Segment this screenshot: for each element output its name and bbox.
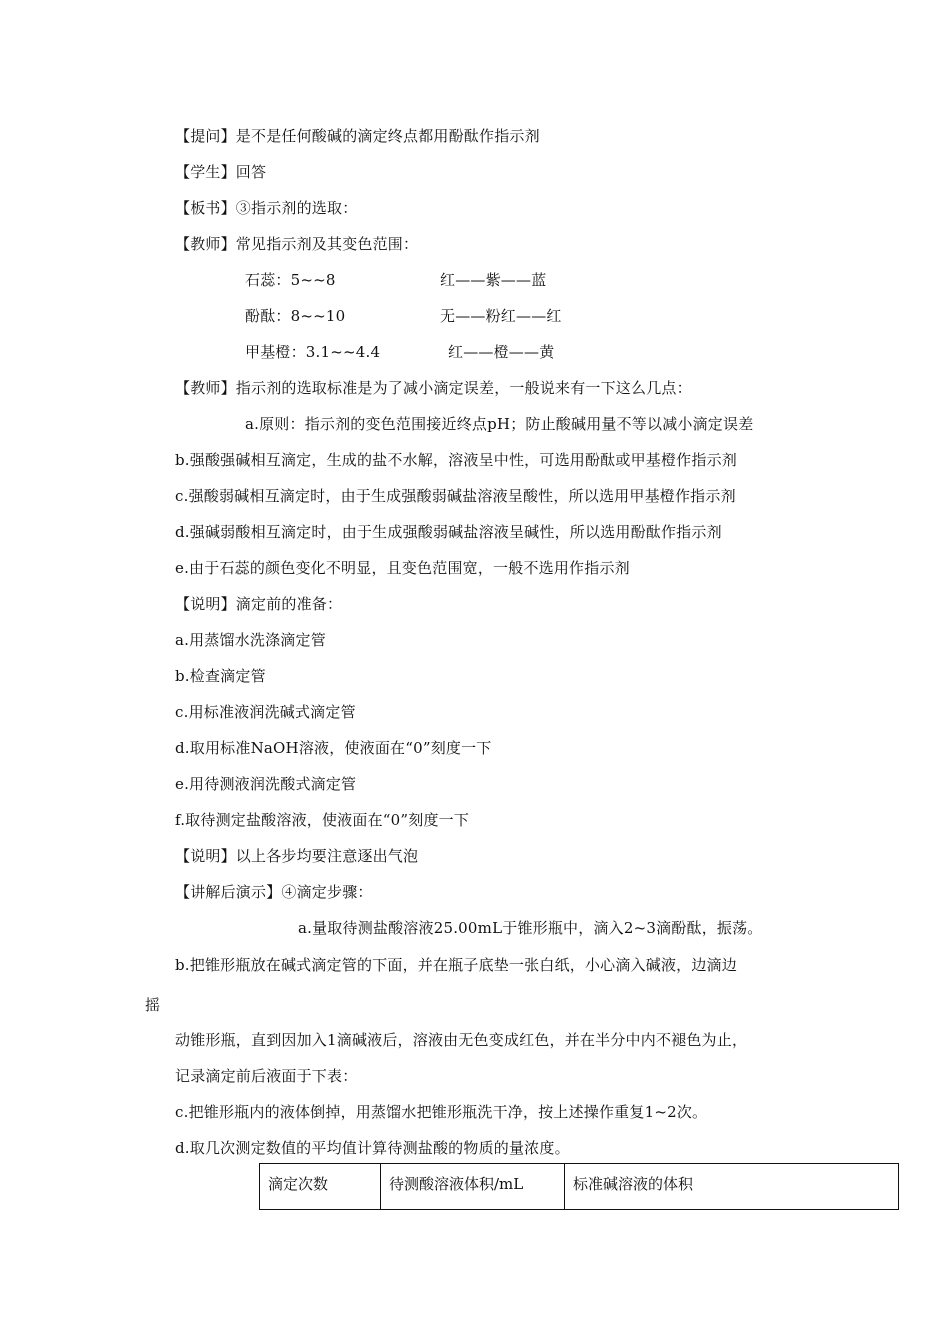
step-b-cont: 动锥形瓶，直到因加入1滴碱液后，溶液由无色变成红色，并在半分中内不褪色为止， — [175, 1031, 748, 1049]
line-question: 【提问】是不是任何酸碱的滴定终点都用酚酞作指示剂 — [175, 127, 540, 145]
rule-e: e.由于石蕊的颜色变化不明显，且变色范围宽，一般不选用作指示剂 — [175, 559, 630, 577]
step-b-wrap: 摇 — [145, 996, 161, 1014]
table-header-cell: 待测酸溶液体积/mL — [381, 1164, 565, 1210]
rule-c: c.强酸弱碱相互滴定时，由于生成强酸弱碱盐溶液呈酸性，所以选用甲基橙作指示剂 — [175, 487, 736, 505]
rule-b: b.强酸强碱相互滴定，生成的盐不水解，溶液呈中性，可选用酚酞或甲基橙作指示剂 — [175, 451, 737, 469]
step-b: b.把锥形瓶放在碱式滴定管的下面，并在瓶子底垫一张白纸，小心滴入碱液，边滴边 — [175, 956, 737, 974]
line-note-prep: 【说明】滴定前的准备： — [175, 595, 343, 613]
step-d: d.取几次测定数值的平均值计算待测盐酸的物质的量浓度。 — [175, 1139, 570, 1157]
prep-d: d.取用标准NaOH溶液，使液面在“0”刻度一下 — [175, 739, 492, 757]
step-b-cont-2: 记录滴定前后液面于下表： — [175, 1067, 358, 1085]
step-a: a.量取待测盐酸溶液25.00mL于锥形瓶中，滴入2~3滴酚酞，振荡。 — [298, 919, 763, 937]
indicator-name: 酚酞：8~~10 — [245, 307, 346, 325]
indicator-colors: 红——紫——蓝 — [440, 271, 547, 289]
rule-d: d.强碱弱酸相互滴定时，由于生成强酸弱碱盐溶液呈碱性，所以选用酚酞作指示剂 — [175, 523, 722, 541]
table-header-cell: 标准碱溶液的体积 — [565, 1164, 899, 1210]
line-teacher-1: 【教师】常见指示剂及其变色范围： — [175, 235, 419, 253]
line-note-bubbles: 【说明】以上各步均要注意逐出气泡 — [175, 847, 419, 865]
prep-a: a.用蒸馏水洗涤滴定管 — [175, 631, 326, 649]
prep-e: e.用待测液润洗酸式滴定管 — [175, 775, 357, 793]
line-student: 【学生】回答 — [175, 163, 267, 181]
step-c: c.把锥形瓶内的液体倒掉，用蒸馏水把锥形瓶洗干净，按上述操作重复1~2次。 — [175, 1103, 708, 1121]
line-board: 【板书】③指示剂的选取： — [175, 199, 358, 217]
line-teacher-2: 【教师】指示剂的选取标准是为了减小滴定误差，一般说来有一下这么几点： — [175, 379, 692, 397]
indicator-colors: 红——橙——黄 — [448, 343, 555, 361]
rule-a: a.原则：指示剂的变色范围接近终点pH；防止酸碱用量不等以减小滴定误差 — [245, 415, 754, 433]
indicator-name: 甲基橙：3.1~~4.4 — [245, 343, 381, 361]
line-demo: 【讲解后演示】④滴定步骤： — [175, 883, 373, 901]
prep-c: c.用标准液润洗碱式滴定管 — [175, 703, 356, 721]
table-header-cell: 滴定次数 — [260, 1164, 381, 1210]
prep-f: f.取待测定盐酸溶液，使液面在“0”刻度一下 — [175, 811, 470, 829]
table-row — [260, 1164, 899, 1210]
indicator-name: 石蕊：5~~8 — [245, 271, 336, 289]
titration-table — [259, 1163, 899, 1210]
indicator-colors: 无——粉红——红 — [440, 307, 562, 325]
prep-b: b.检查滴定管 — [175, 667, 266, 685]
